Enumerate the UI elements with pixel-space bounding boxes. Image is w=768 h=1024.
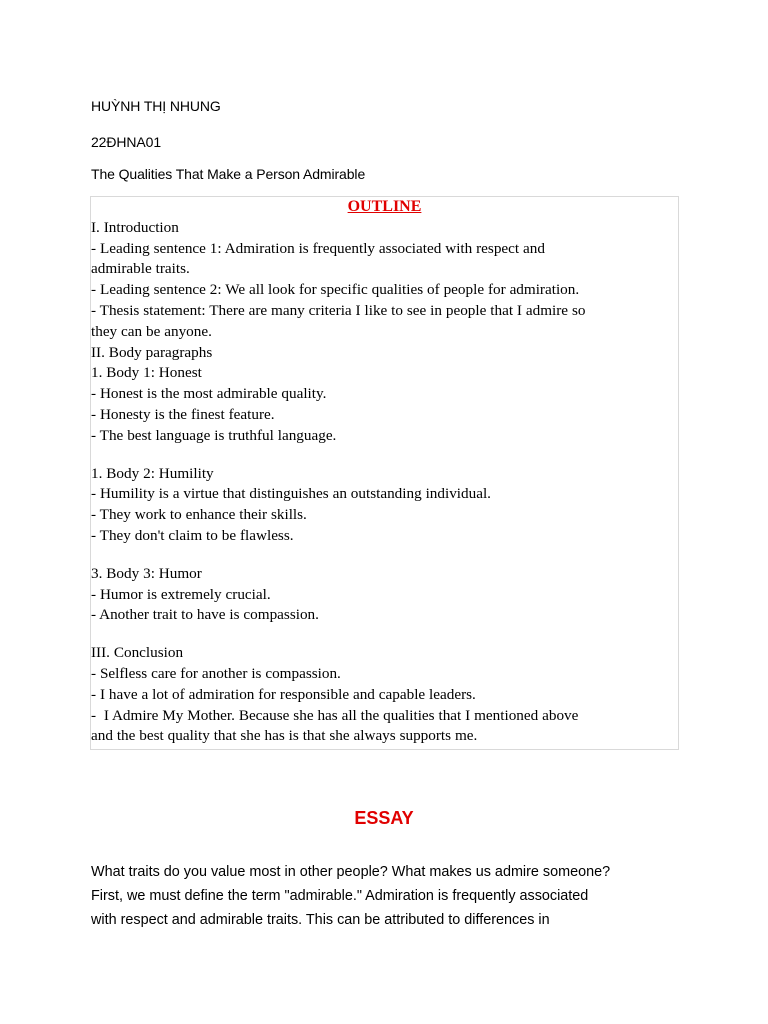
essay-line: with respect and admirable traits. This can be attributed to differences in <box>91 912 550 928</box>
essay-line: What traits do you value most in other people? What makes us admire someone? <box>91 864 611 880</box>
outline-line: I. Introduction <box>91 218 179 236</box>
essay-body <box>91 860 691 932</box>
outline-section-conclusion <box>91 643 671 747</box>
outline-body <box>91 218 671 747</box>
outline-line: - Another trait to have is compassion. <box>91 606 319 624</box>
paragraph-gap <box>91 447 671 464</box>
outline-line: admirable traits. <box>91 260 190 278</box>
essay-heading: ESSAY <box>354 808 414 828</box>
outline-section-intro <box>91 218 671 447</box>
outline-line: - Honesty is the finest feature. <box>91 405 275 423</box>
outline-line: II. Body paragraphs <box>91 343 213 361</box>
outline-line: and the best quality that she has is that she always supports me. <box>91 727 478 745</box>
paragraph-gap <box>91 626 671 643</box>
outline-line: - Honest is the most admirable quality. <box>91 385 327 403</box>
outline-line: 1. Body 2: Humility <box>91 464 214 482</box>
outline-line: - They work to enhance their skills. <box>91 506 307 524</box>
outline-box <box>90 196 679 750</box>
outline-line: 3. Body 3: Humor <box>91 564 202 582</box>
essay-line: First, we must define the term "admirable." Admiration is frequently associated <box>91 888 589 904</box>
outline-line: they can be anyone. <box>91 322 212 340</box>
outline-line: - They don't claim to be flawless. <box>91 526 294 544</box>
outline-line: III. Conclusion <box>91 644 184 662</box>
document-title: The Qualities That Make a Person Admirable <box>91 166 366 182</box>
class-code: 22ĐHNA01 <box>91 134 162 150</box>
outline-line: - Humility is a virtue that distinguishes an outstanding individual. <box>91 485 491 503</box>
outline-line: - Humor is extremely crucial. <box>91 585 271 603</box>
outline-line: - I have a lot of admiration for responsible and capable leaders. <box>91 685 476 703</box>
outline-line: - Leading sentence 2: We all look for specific qualities of people for admiration. <box>91 281 580 299</box>
outline-line: - Thesis statement: There are many criteria I like to see in people that I admire so <box>91 301 586 319</box>
outline-line: - I Admire My Mother. Because she has all the qualities that I mentioned above <box>91 706 579 724</box>
outline-heading: OUTLINE <box>347 198 422 215</box>
outline-section-body2 <box>91 464 671 547</box>
author-name: HUỲNH THỊ NHUNG <box>91 98 221 114</box>
outline-section-body3 <box>91 564 671 626</box>
outline-line: - The best language is truthful language. <box>91 426 337 444</box>
paragraph-gap <box>91 547 671 564</box>
outline-line: - Selfless care for another is compassion. <box>91 664 341 682</box>
outline-line: 1. Body 1: Honest <box>91 364 202 382</box>
outline-line: - Leading sentence 1: Admiration is frequently associated with respect and <box>91 239 545 257</box>
